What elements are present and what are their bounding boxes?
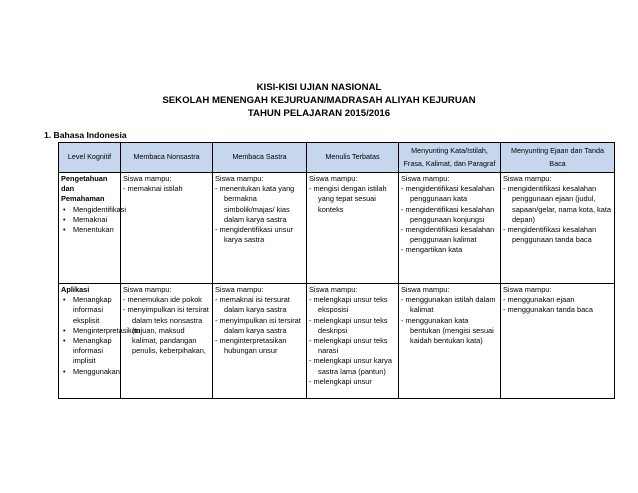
level-cell — [59, 284, 140, 399]
cell-intro: Siswa mampu: — [123, 174, 172, 183]
cell-intro: Siswa mampu: — [503, 174, 552, 183]
cell-item: - menggunakan tanda baca — [503, 305, 593, 315]
cell-item: - menentukan kata yang bermakna simbolik/majas/ kias dalam karya sastra — [215, 184, 295, 224]
cell-item: - menginterpretasikan hubungan unsur — [215, 336, 287, 356]
cell-item: - menggunakan istilah dalam kalimat — [401, 295, 496, 315]
header-membaca-nonsastra: Membaca Nonsastra — [121, 143, 213, 173]
cell-intro: Siswa mampu: — [309, 285, 358, 294]
level-item: • Mengidentifikasi — [61, 205, 118, 215]
cell-intro: Siswa mampu: — [401, 285, 450, 294]
cell-item: - menyimpulkan isi tersirat dalam karya sastra — [215, 315, 301, 335]
cell-intro: Siswa mampu: — [401, 174, 450, 183]
table-cell — [213, 173, 307, 284]
table-cell — [121, 284, 213, 399]
cell-item: - menyimpulkan isi tersirat dalam teks nonsastra (tujuan, maksud kalimat, pandangan penulis, keberpihakan, — [123, 305, 209, 356]
cell-item: - mengidentifikasi kesalahan penggunaan kata — [401, 184, 495, 204]
kisi-kisi-table — [58, 142, 615, 399]
cell-item: - melengkapi unsur karya sastra lama (pantun) — [309, 356, 392, 376]
level-item: • Menentukan — [61, 225, 118, 235]
cell-intro: Siswa mampu: — [215, 174, 264, 183]
header-menyunting-kata: Menyunting Kata/Istilah, Frasa, Kalimat, dan Paragraf — [399, 143, 501, 173]
cell-intro: Siswa mampu: — [123, 285, 172, 294]
table-cell — [501, 173, 615, 284]
cell-item: - mengidentifikasi kesalahan penggunaan ejaan (judul, sapaan/gelar, nama kota, kata depan) — [503, 184, 612, 224]
title-line-2: SEKOLAH MENENGAH KEJURUAN/MADRASAH ALIYAH KEJURUAN — [162, 95, 476, 106]
cell-item: - melengkapi unsur teks deskripsi — [309, 315, 388, 335]
level-title: Pengetahuan dan Pemahaman — [61, 174, 108, 204]
cell-item: - mengidentifikasi kesalahan penggunaan konjungsi — [401, 204, 495, 224]
cell-item: - memaknai isi tersurat dalam karya sastra — [215, 295, 290, 315]
cell-item: - melengkapi unsur teks eksposisi — [309, 295, 388, 315]
level-item: • Menginterpretasikan — [61, 326, 118, 336]
section-heading: 1. Bahasa Indonesia — [44, 130, 127, 140]
cell-intro: Siswa mampu: — [503, 285, 552, 294]
table-cell — [121, 173, 213, 284]
table-cell — [501, 284, 615, 399]
table-cell — [307, 173, 399, 284]
cell-item: - mengidentifikasi kesalahan penggunaan kalimat — [401, 225, 495, 245]
cell-intro: Siswa mampu: — [309, 174, 358, 183]
level-title: Aplikasi — [61, 285, 90, 294]
level-item: • Menangkap informasi eksplisit — [61, 295, 118, 326]
table-cell — [213, 284, 307, 399]
cell-item: - menemukan ide pokok — [123, 295, 202, 305]
cell-item: - mengidentifikasi kesalahan penggunaan tanda baca — [503, 225, 597, 245]
level-item: • Menangkap informasi implisit — [61, 336, 118, 367]
table-header-row — [59, 143, 615, 173]
cell-item: - menggunakan ejaan — [503, 295, 575, 305]
cell-item: - menggunakan kata bentukan (mengisi sesuai kaidah bentukan kata) — [401, 315, 494, 346]
table-cell — [307, 284, 399, 399]
header-membaca-sastra: Membaca Sastra — [213, 143, 307, 173]
header-level-kognitif: Level Kognitif — [59, 143, 121, 173]
table-row — [59, 173, 615, 284]
header-menulis-terbatas: Menulis Terbatas — [307, 143, 399, 173]
cell-intro: Siswa mampu: — [215, 285, 264, 294]
header-menyunting-ejaan: Menyunting Ejaan dan Tanda Baca — [501, 143, 615, 173]
cell-item: - melengkapi unsur — [309, 376, 372, 386]
level-cell — [59, 173, 126, 284]
table-cell — [399, 173, 501, 284]
cell-item: - mengartikan kata — [401, 245, 463, 255]
cell-item: - memaknai istilah — [123, 184, 183, 194]
cell-item: - mengidentifikasi unsur karya sastra — [215, 225, 294, 245]
table-row — [59, 284, 615, 399]
title-line-3: TAHUN PELAJARAN 2015/2016 — [247, 108, 391, 119]
title-line-1: KISI-KISI UJIAN NASIONAL — [256, 82, 382, 93]
cell-item: - melengkapi unsur teks narasi — [309, 336, 388, 356]
cell-item: - mengisi dengan istilah yang tepat sesuai konteks — [309, 184, 387, 214]
level-item: • Memaknai — [61, 215, 118, 225]
level-item: • Menggunakan — [61, 367, 118, 377]
document-title — [0, 81, 638, 120]
table-cell — [399, 284, 501, 399]
